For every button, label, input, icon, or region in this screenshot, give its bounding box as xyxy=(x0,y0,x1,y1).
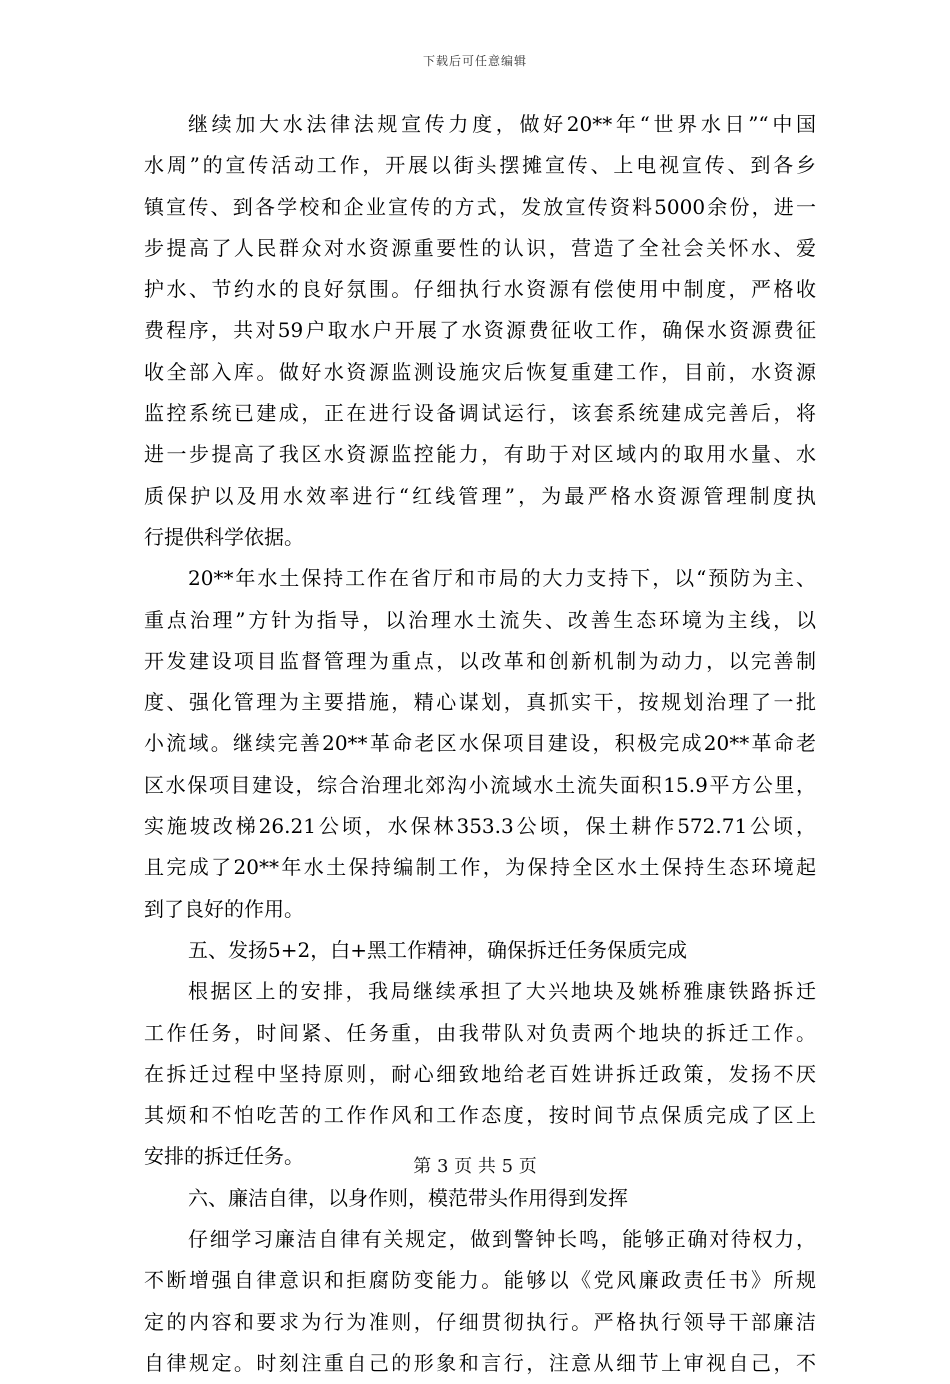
text-line: 行提供科学依据。 xyxy=(144,524,304,549)
text-line: 五、发扬5+2，白+黑工作精神，确保拆迁任务保质完成 xyxy=(188,937,687,962)
text-line: 镇宣传、到各学校和企业宣传的方式，发放宣传资料5000余份，进一 xyxy=(144,194,816,219)
text-line: 其烦和不怕吃苦的工作作风和工作态度，按时间节点保质完成了区上 xyxy=(144,1103,816,1128)
text-line: 到了良好的作用。 xyxy=(144,896,304,921)
text-line: 收全部入库。做好水资源监测设施灾后恢复重建工作，目前，水资源 xyxy=(144,359,816,384)
text-line: 实施坡改梯26.21公顷，水保林353.3公顷，保土耕作572.71公顷， xyxy=(144,814,816,839)
text-line: 进一步提高了我区水资源监控能力，有助于对区域内的取用水量、水 xyxy=(144,442,816,467)
text-line: 水周”的宣传活动工作，开展以街头摆摊宣传、上电视宣传、到各乡 xyxy=(144,153,816,178)
text-line: 继续加大水法律法规宣传力度，做好20**年“世界水日”“中国 xyxy=(188,112,816,136)
text-line: 区水保项目建设，综合治理北郊沟小流域水土流失面积15.9平方公里， xyxy=(144,772,816,797)
text-line: 开发建设项目监督管理为重点，以改革和创新机制为动力，以完善制 xyxy=(144,648,816,673)
page-header-note: 下载后可任意编辑 xyxy=(422,54,527,68)
document-body xyxy=(144,104,816,1384)
text-line: 工作任务，时间紧、任务重，由我带队对负责两个地块的拆迁工作。 xyxy=(144,1020,816,1045)
text-line: 且完成了20**年水土保持编制工作，为保持全区水土保持生态环境起 xyxy=(144,855,816,880)
page-number: 第 3 页 共 5 页 xyxy=(413,1156,537,1177)
text-line: 护水、节约水的良好氛围。仔细执行水资源有偿使用中制度，严格收 xyxy=(144,277,816,302)
text-line: 度、强化管理为主要措施，精心谋划，真抓实干，按规划治理了一批 xyxy=(144,690,816,715)
text-line: 定的内容和要求为行为准则，仔细贯彻执行。严格执行领导干部廉洁 xyxy=(144,1309,816,1334)
text-line: 在拆迁过程中坚持原则，耐心细致地给老百姓讲拆迁政策，发扬不厌 xyxy=(144,1061,816,1086)
text-line: 仔细学习廉洁自律有关规定，做到警钟长鸣，能够正确对待权力， xyxy=(188,1227,816,1252)
text-line: 根据区上的安排，我局继续承担了大兴地块及姚桥雅康铁路拆迁 xyxy=(188,979,816,1004)
text-line: 小流域。继续完善20**革命老区水保项目建设，积极完成20**革命老 xyxy=(144,731,816,756)
text-line: 步提高了人民群众对水资源重要性的认识，营造了全社会关怀水、爱 xyxy=(144,235,816,260)
text-line: 六、廉洁自律，以身作则，模范带头作用得到发挥 xyxy=(188,1185,628,1210)
text-line: 安排的拆迁任务。 xyxy=(144,1144,304,1169)
text-line: 重点治理”方针为指导，以治理水土流失、改善生态环境为主线，以 xyxy=(144,607,816,632)
text-line: 监控系统已建成，正在进行设备调试运行，该套系统建成完善后，将 xyxy=(144,401,816,426)
text-line: 20**年水土保持工作在省厅和市局的大力支持下，以“预防为主、 xyxy=(188,566,816,591)
text-line: 质保护以及用水效率进行“红线管理”，为最严格水资源管理制度执 xyxy=(144,483,816,508)
text-line: 费程序，共对59户取水户开展了水资源费征收工作，确保水资源费征 xyxy=(144,318,816,343)
text-line: 不断增强自律意识和拒腐防变能力。能够以《党风廉政责任书》所规 xyxy=(144,1268,816,1293)
text-line: 自律规定。时刻注重自己的形象和言行，注意从细节上审视自己，不 xyxy=(144,1350,816,1375)
